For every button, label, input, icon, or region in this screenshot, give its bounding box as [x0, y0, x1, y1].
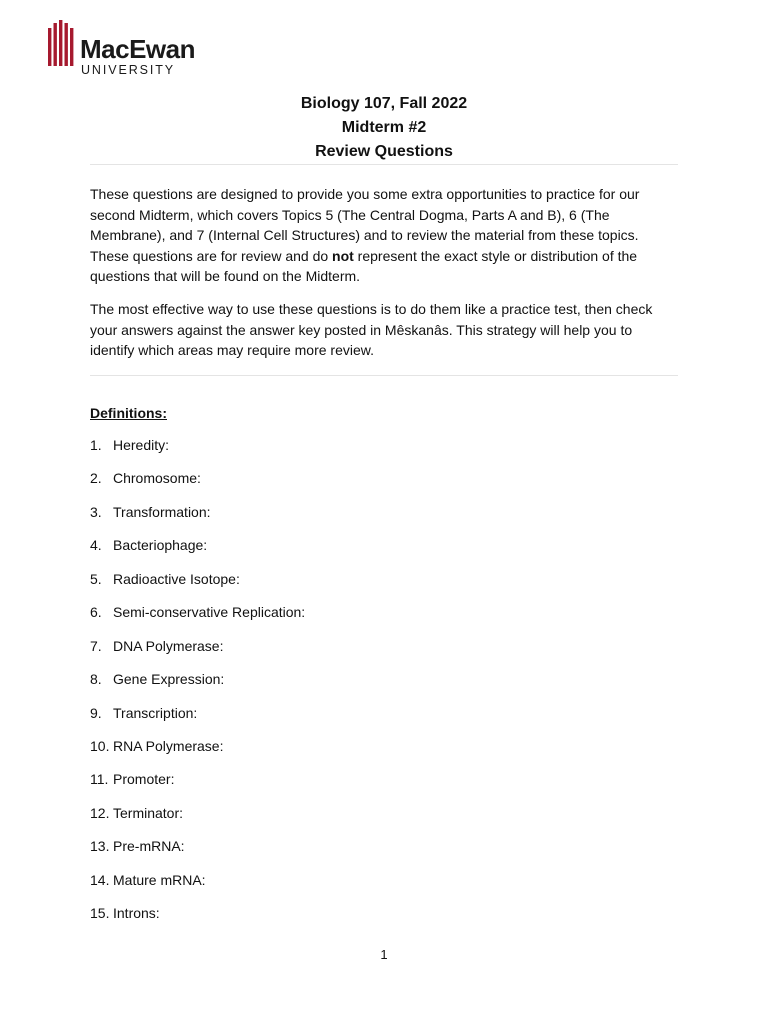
list-item: [90, 602, 305, 635]
document-title: [90, 92, 678, 164]
intro-bold-not: not: [332, 247, 354, 264]
item-term: DNA Polymerase:: [113, 637, 224, 654]
item-number: 9.: [90, 704, 102, 721]
item-term: RNA Polymerase:: [113, 737, 224, 754]
item-number: 8.: [90, 671, 102, 688]
item-term: Semi-conservative Replication:: [113, 604, 306, 621]
item-number: 10.: [90, 737, 110, 754]
item-term: Mature mRNA:: [113, 871, 206, 888]
logo-wordmark: MacEwan: [80, 34, 195, 64]
item-term: Transcription:: [113, 704, 198, 721]
item-number: 5.: [90, 570, 102, 587]
item-term: Pre-mRNA:: [113, 838, 185, 855]
item-term: Introns:: [113, 905, 160, 922]
list-item: [90, 636, 305, 669]
list-item: [90, 703, 305, 736]
divider-bottom: [90, 375, 678, 376]
list-item: [90, 669, 305, 702]
item-term: Transformation:: [113, 503, 211, 520]
item-term: Terminator:: [113, 804, 184, 821]
list-item: [90, 870, 305, 903]
item-number: 15.: [90, 905, 110, 922]
item-term: Chromosome:: [113, 470, 201, 487]
item-term: Radioactive Isotope:: [113, 570, 240, 587]
list-item: [90, 435, 305, 468]
intro-text-end: represent the exact style or distribution of the questions that will be found on the Midterm.: [90, 247, 638, 284]
item-number: 1.: [90, 437, 102, 453]
item-term: Heredity:: [113, 437, 170, 453]
strategy-paragraph: The most effective way to use these questions is to do them like a practice test, then check your answers against the answer key posted in Mêskanâs. This strategy will help you to identify which areas may require more review.: [90, 301, 653, 358]
intro-text-start: These questions are designed to provide you some extra opportunities to practice for our second Midterm, which covers Topics 5 (The Central Dogma, Parts A and B), 6 (The Membrane), and 7 (Internal Cell Structures) and to review the material from these topics. These questions are for review and do: [90, 186, 640, 264]
definitions-list: [90, 435, 305, 937]
exam-title: Midterm #2: [341, 119, 427, 136]
item-number: 7.: [90, 637, 102, 654]
list-item: [90, 736, 305, 769]
item-number: 12.: [90, 804, 110, 821]
document-subtitle: Review Questions: [315, 143, 453, 160]
divider-top: [90, 164, 678, 165]
item-number: 13.: [90, 838, 110, 855]
macewan-logo-mark-icon: [48, 20, 74, 66]
intro-paragraph: [90, 184, 680, 287]
course-title: Biology 107, Fall 2022: [300, 95, 468, 112]
list-item: [90, 803, 305, 836]
definitions-heading: Definitions:: [90, 405, 167, 421]
page-number: 1: [380, 947, 388, 962]
item-term: Promoter:: [113, 771, 175, 788]
item-number: 14.: [90, 871, 110, 888]
item-number: 11.: [90, 771, 109, 788]
list-item: [90, 535, 305, 568]
logo-subtitle: UNIVERSITY: [81, 63, 176, 77]
item-number: 3.: [90, 503, 102, 520]
list-item: [90, 569, 305, 602]
item-number: 6.: [90, 604, 102, 621]
item-number: 4.: [90, 537, 102, 554]
item-number: 2.: [90, 470, 102, 487]
list-item: [90, 502, 305, 535]
item-term: Bacteriophage:: [113, 537, 208, 554]
list-item: [90, 836, 305, 869]
item-term: Gene Expression:: [113, 671, 225, 688]
list-item: [90, 903, 305, 936]
list-item: [90, 769, 305, 802]
list-item: [90, 468, 305, 501]
